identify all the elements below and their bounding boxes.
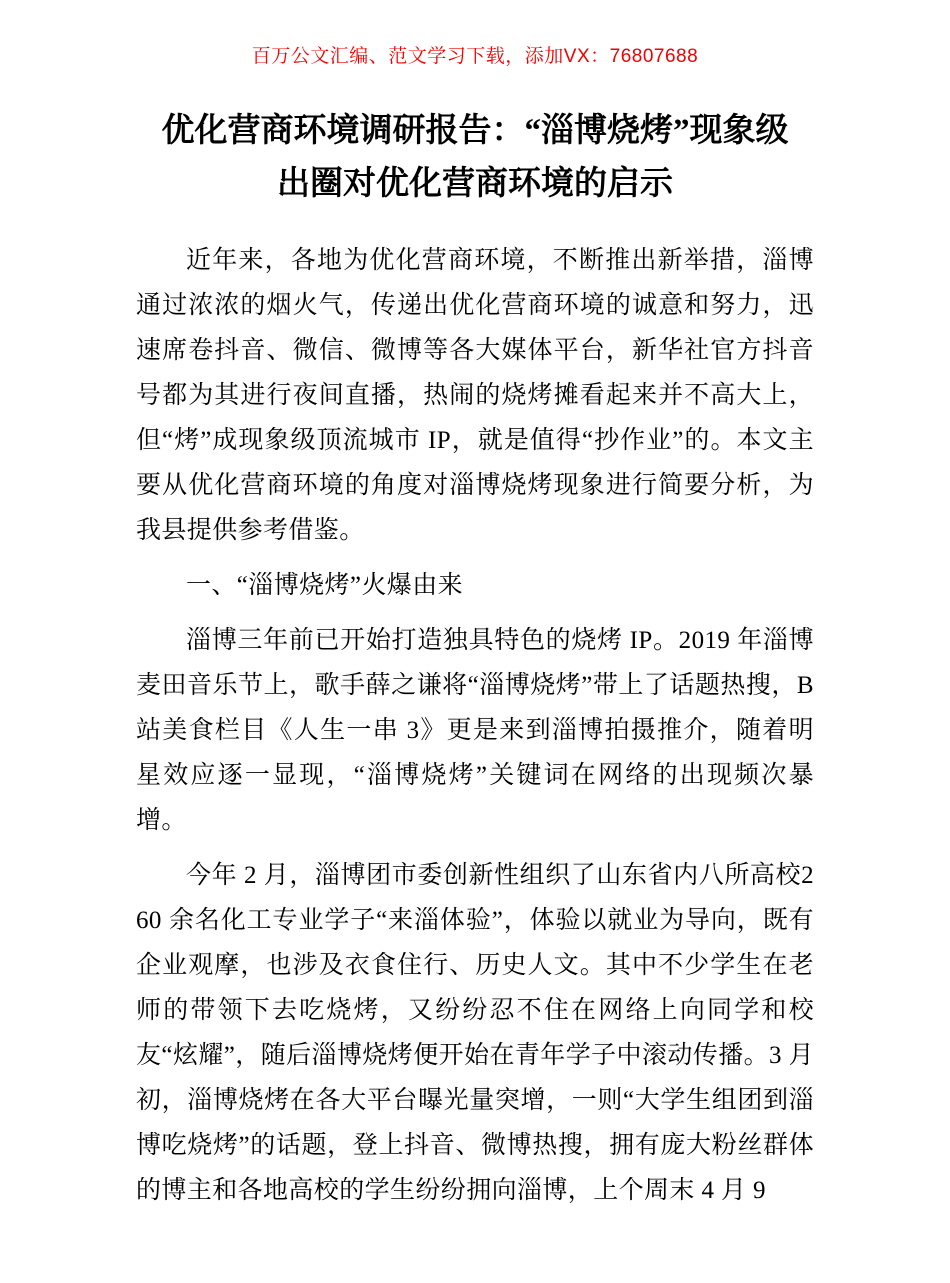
document-title	[136, 105, 814, 212]
paragraph-origin: 淄博三年前已开始打造独具特色的烧烤 IP。2019 年淄博麦田音乐节上，歌手薛之谦将“淄博烧烤”带上了话题热搜，B站美食栏目《人生一串 3》更是来到淄博拍摄推介，随着明星效应逐一显现，“淄博烧烤”关键词在网络的出现频次暴增。	[136, 626, 814, 834]
title-line-2: 出圈对优化营商环境的启示	[277, 166, 673, 203]
title-line-1: 优化营商环境调研报告：“淄博烧烤”现象级	[161, 112, 789, 149]
paragraph-spread: 今年 2 月，淄博团市委创新性组织了山东省内八所高校260 余名化工专业学子“来淄体验”，体验以就业为导向，既有企业观摩，也涉及衣食住行、历史人文。其中不少学生在老师的带领下去吃烧烤，又纷纷忍不住在网络上向同学和校友“炫耀”，随后淄博烧烤便开始在青年学子中滚动传播。3 月初，淄博烧烤在各大平台曝光量突增，一则“大学生组团到淄博吃烧烤”的话题，登上抖音、微博热搜，拥有庞大粉丝群体的博主和各地高校的学生纷纷拥向淄博，上个周末 4 月 9	[136, 861, 814, 1204]
promo-header: 百万公文汇编、范文学习下载，添加VX：76807688	[251, 46, 699, 67]
section-heading-1: 一、“淄博烧烤”火爆由来	[186, 571, 463, 599]
paragraph-intro: 近年来，各地为优化营商环境，不断推出新举措，淄博通过浓浓的烟火气，传递出优化营商环境的诚意和努力，迅速席卷抖音、微信、微博等各大媒体平台，新华社官方抖音号都为其进行夜间直播，热闹的烧烤摊看起来并不高大上，但“烤”成现象级顶流城市 IP，就是值得“抄作业”的。本文主要从优化营商环境的角度对淄博烧烤现象进行简要分析，为我县提供参考借鉴。	[136, 246, 814, 544]
document-body	[136, 238, 814, 1213]
